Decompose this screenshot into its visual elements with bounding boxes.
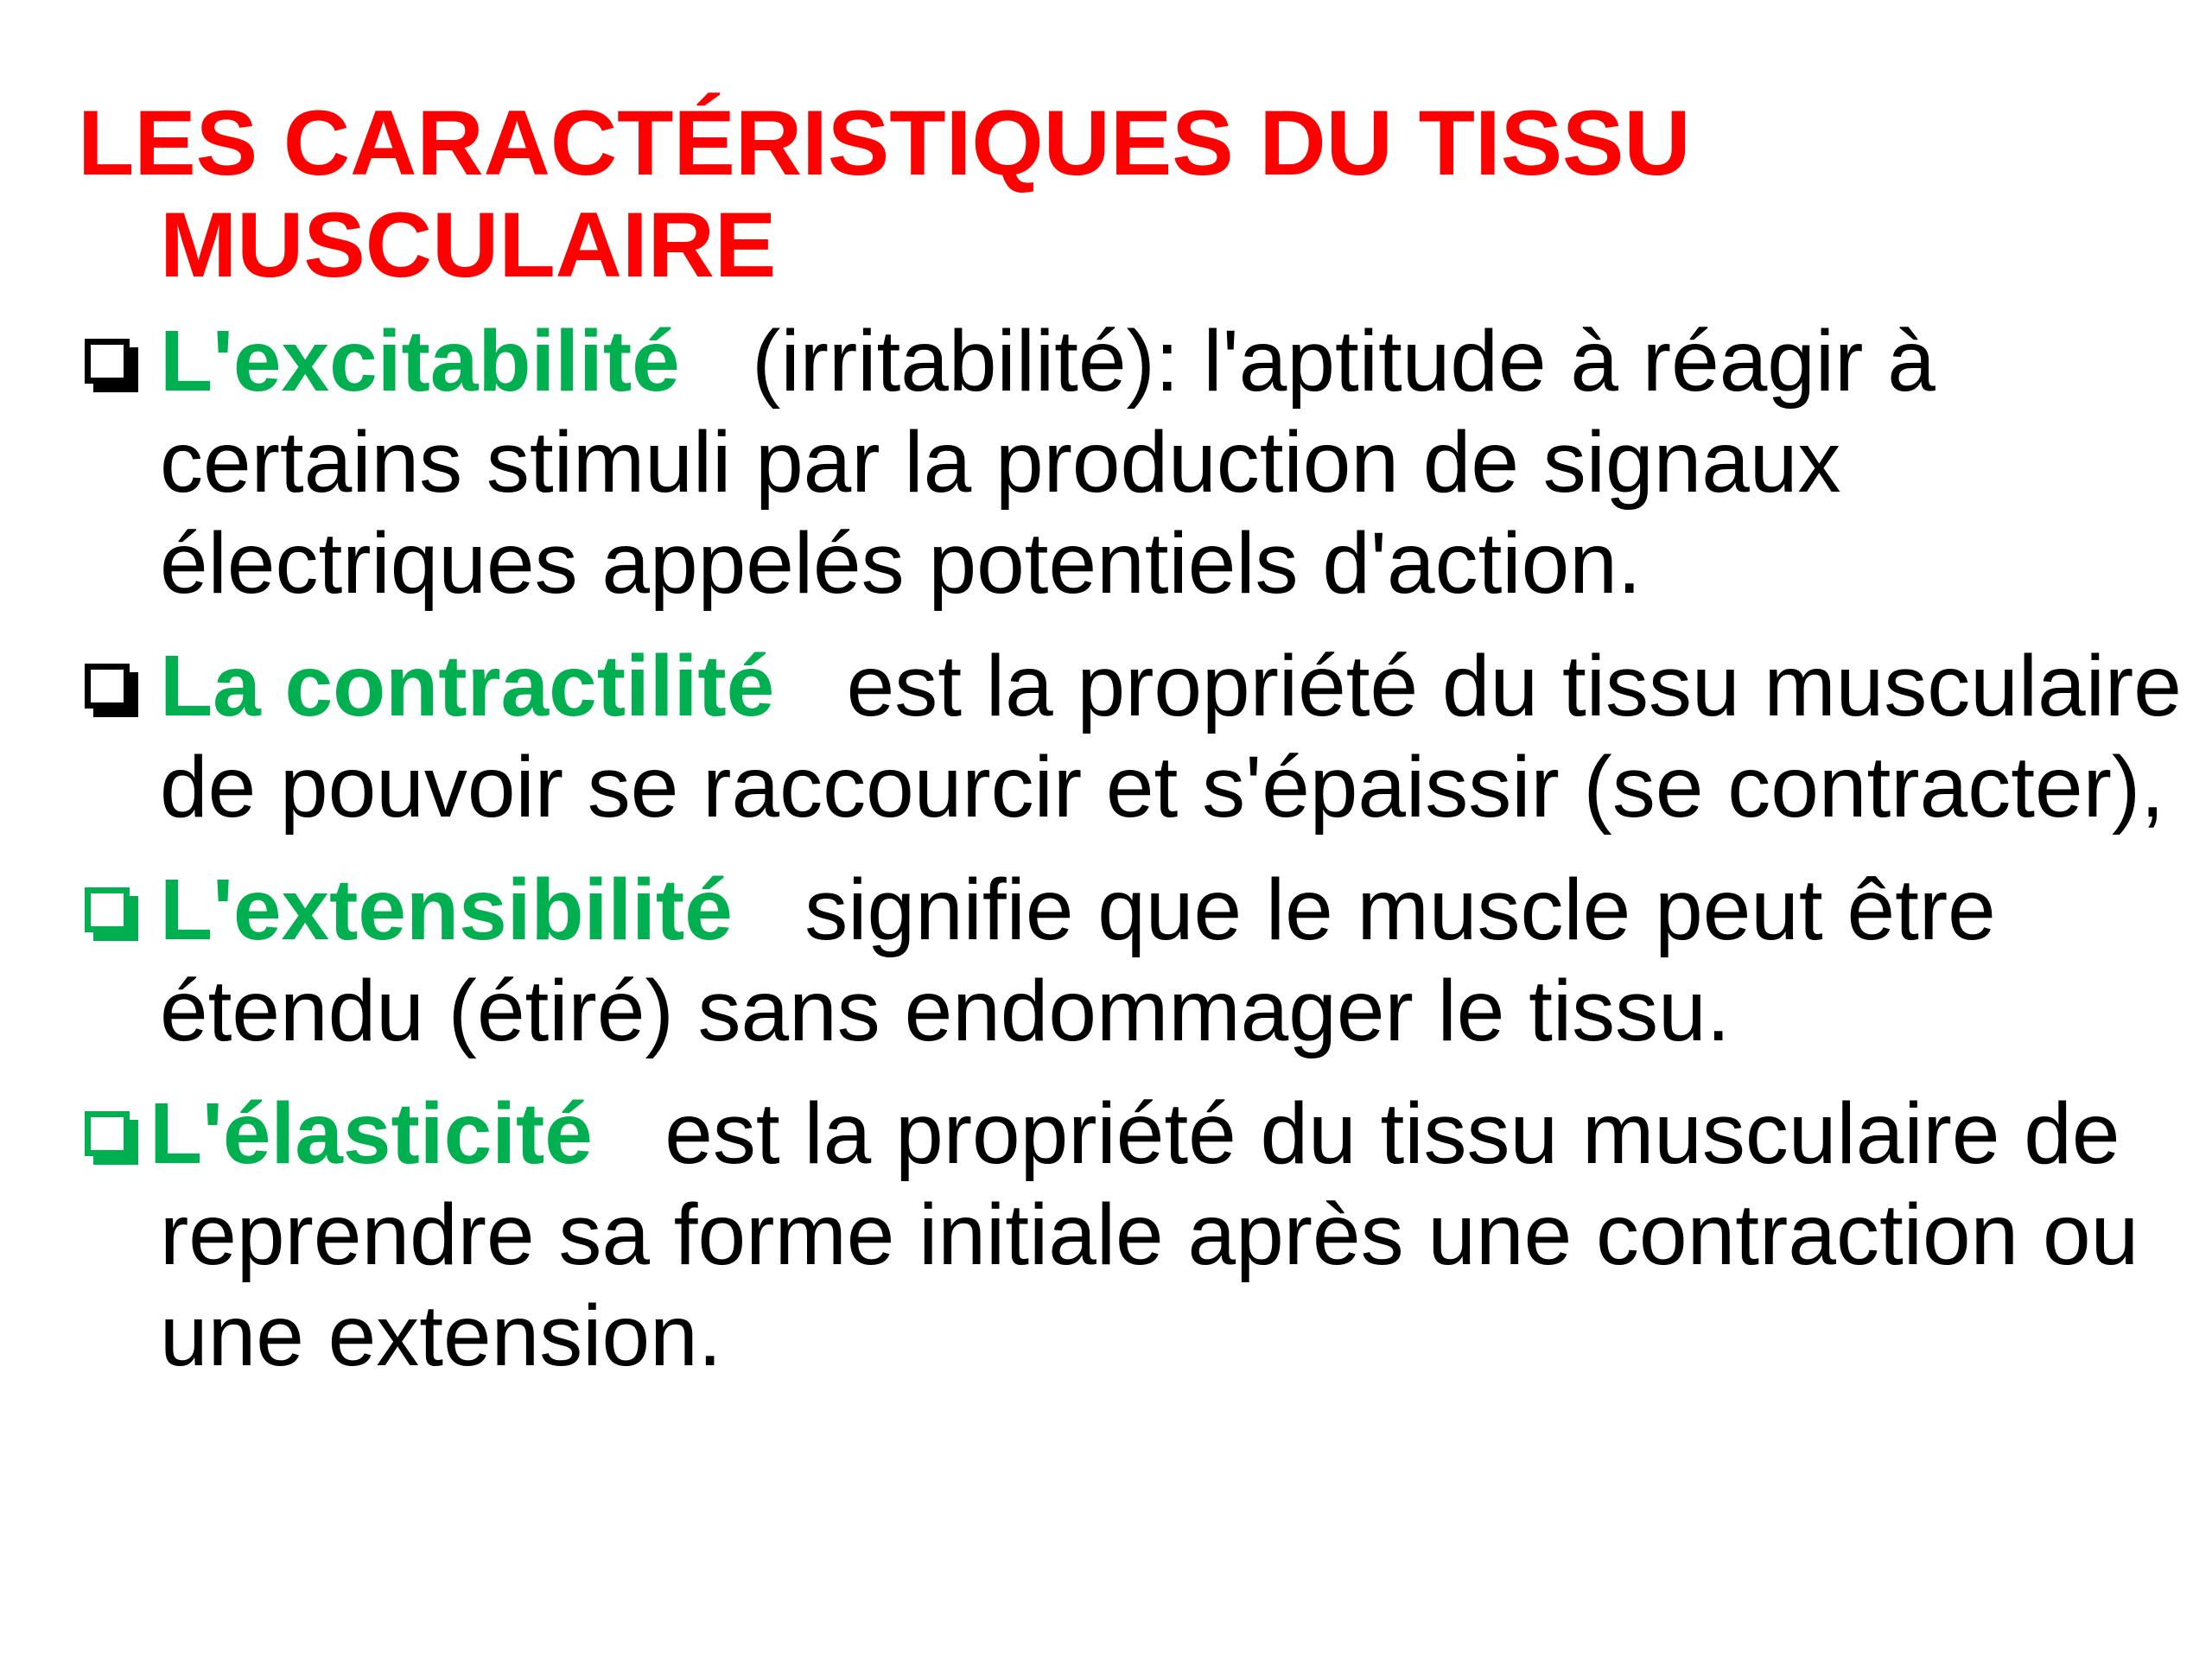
characteristics-list xyxy=(78,311,2186,1408)
list-item-elasticity xyxy=(78,1084,2186,1387)
list-item-extensibility xyxy=(78,860,2186,1062)
definition-excitability: (irritabilité): l'aptitude à réagir à certains stimuli par la production de signaux électriques appelés potentiels d'action. xyxy=(160,313,1936,612)
checkbox-icon xyxy=(85,339,130,384)
term-extensibility: L'extensibilité xyxy=(160,861,733,958)
list-item-contractility xyxy=(78,636,2186,838)
term-excitability: L'excitabilité xyxy=(160,313,680,410)
definition-extensibility: signifie que le muscle peut être étendu (étiré) sans endommager le tissu. xyxy=(160,861,1996,1059)
definition-contractility: est la propriété du tissu musculaire de pouvoir se raccourcir et s'épaissir (se contracter), xyxy=(160,638,2182,836)
term-contractility: La contractilité xyxy=(160,638,775,734)
list-item-excitability xyxy=(78,311,2186,614)
checkbox-icon xyxy=(85,664,130,709)
term-elasticity: L'élasticité xyxy=(149,1085,593,1182)
checkbox-icon xyxy=(85,1111,130,1156)
slide-title: LES CARACTÉRISTIQUES DU TISSU MUSCULAIRE xyxy=(78,91,1691,296)
checkbox-icon xyxy=(85,887,130,932)
definition-elasticity: est la propriété du tissu musculaire de reprendre sa forme initiale après une contraction ou une extension. xyxy=(160,1085,2139,1384)
